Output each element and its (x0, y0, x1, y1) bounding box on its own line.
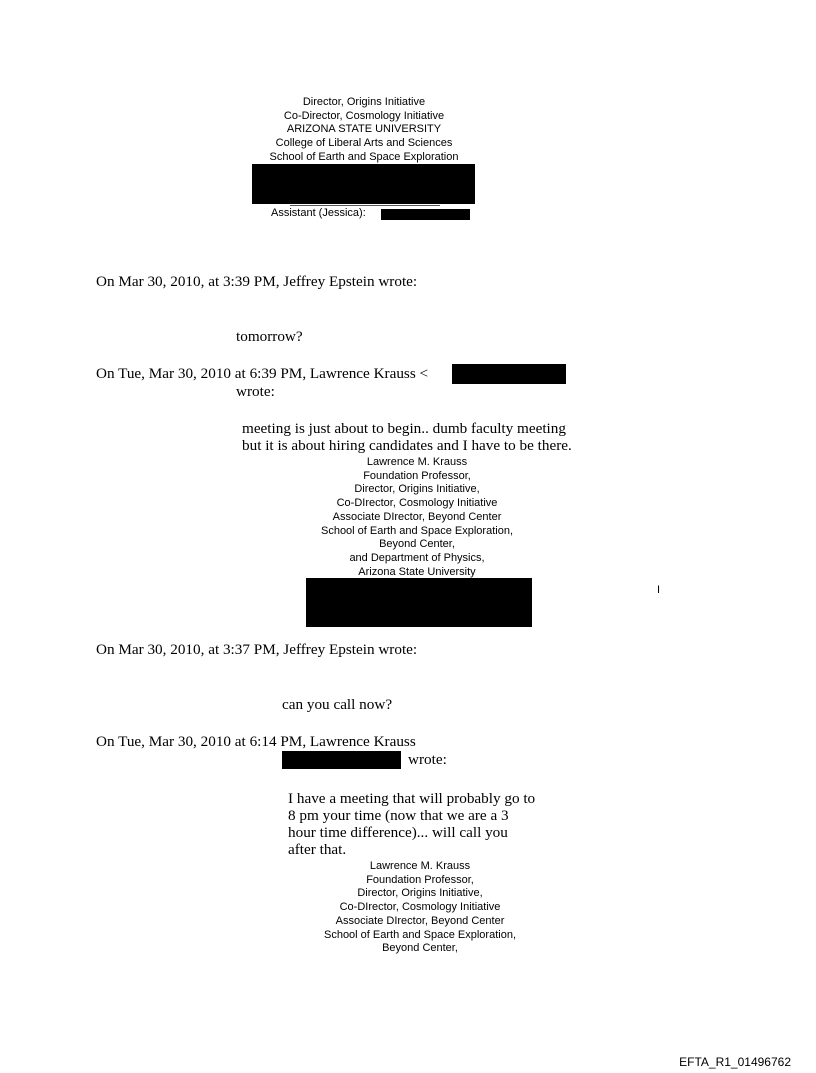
redaction-box (452, 364, 566, 384)
sig-line: Foundation Professor, (363, 469, 471, 482)
redaction-box (282, 751, 401, 769)
sig-line: Lawrence M. Krauss (366, 456, 468, 468)
document-id: EFTA_R1_01496762 (679, 1055, 791, 1069)
sig-line: Associate DIrector, Beyond Center (332, 510, 502, 523)
email-header: On Mar 30, 2010, at 3:37 PM, Jeffrey Epstein wrote: (96, 641, 418, 658)
sig-line: Foundation Professor, (366, 873, 474, 886)
sig-line: Co-DIrector, Cosmology Initiative (336, 497, 498, 510)
assistant-label: Assistant (Jessica): (271, 207, 366, 219)
sig-line: School of Earth and Space Exploration (269, 150, 459, 163)
top-signature (252, 96, 476, 165)
sig-line: Beyond Center, (382, 942, 458, 955)
sig-line: Director, Origins Initiative (302, 96, 426, 108)
sig-line: College of Liberal Arts and Sciences (275, 137, 453, 150)
email-header-text: On Tue, Mar 30, 2010 at 6:39 PM, Lawrence Krauss < (96, 365, 429, 382)
sig-line: and Department of Physics, (349, 551, 485, 564)
stray-mark: I (657, 584, 661, 596)
krauss-signature (302, 456, 532, 579)
redaction-box (381, 209, 470, 220)
email-header (96, 365, 428, 382)
body-line: but it is about hiring candidates and I have to be there. (242, 437, 572, 454)
sig-line: Lawrence M. Krauss (369, 860, 471, 872)
email-header-wrote: wrote: (236, 383, 275, 400)
sig-line: Director, Origins Initiative, (357, 887, 483, 900)
body-line: I have a meeting that will probably go to (288, 790, 536, 807)
underline-rule (290, 205, 440, 206)
email-body: can you call now? (282, 696, 393, 713)
redaction-box (252, 164, 475, 204)
email-body (288, 790, 535, 858)
sig-line: Co-Director, Cosmology Initiative (283, 109, 445, 122)
email-header: On Tue, Mar 30, 2010 at 6:14 PM, Lawrence Krauss (96, 733, 416, 750)
sig-line: Arizona State University (358, 565, 476, 578)
body-line: hour time difference)... will call you (288, 824, 508, 841)
sig-line: School of Earth and Space Exploration, (323, 928, 516, 941)
assistant-line (271, 207, 366, 221)
sig-line: Beyond Center, (379, 538, 455, 551)
sig-line: Associate DIrector, Beyond Center (335, 914, 505, 927)
redaction-box (306, 578, 532, 627)
sig-line: Director, Origins Initiative, (354, 483, 480, 496)
sig-line: Co-DIrector, Cosmology Initiative (339, 901, 501, 914)
email-header: On Mar 30, 2010, at 3:39 PM, Jeffrey Epstein wrote: (96, 273, 418, 290)
email-body (242, 420, 572, 454)
body-line: meeting is just about to begin.. dumb faculty meeting (242, 420, 566, 437)
email-body: tomorrow? (236, 328, 303, 345)
krauss-signature (305, 860, 535, 956)
sig-line: School of Earth and Space Exploration, (320, 524, 513, 537)
sig-line: ARIZONA STATE UNIVERSITY (286, 123, 442, 136)
body-line: 8 pm your time (now that we are a 3 (288, 807, 509, 824)
body-line: after that. (288, 841, 347, 858)
email-header-wrote: wrote: (408, 751, 447, 768)
